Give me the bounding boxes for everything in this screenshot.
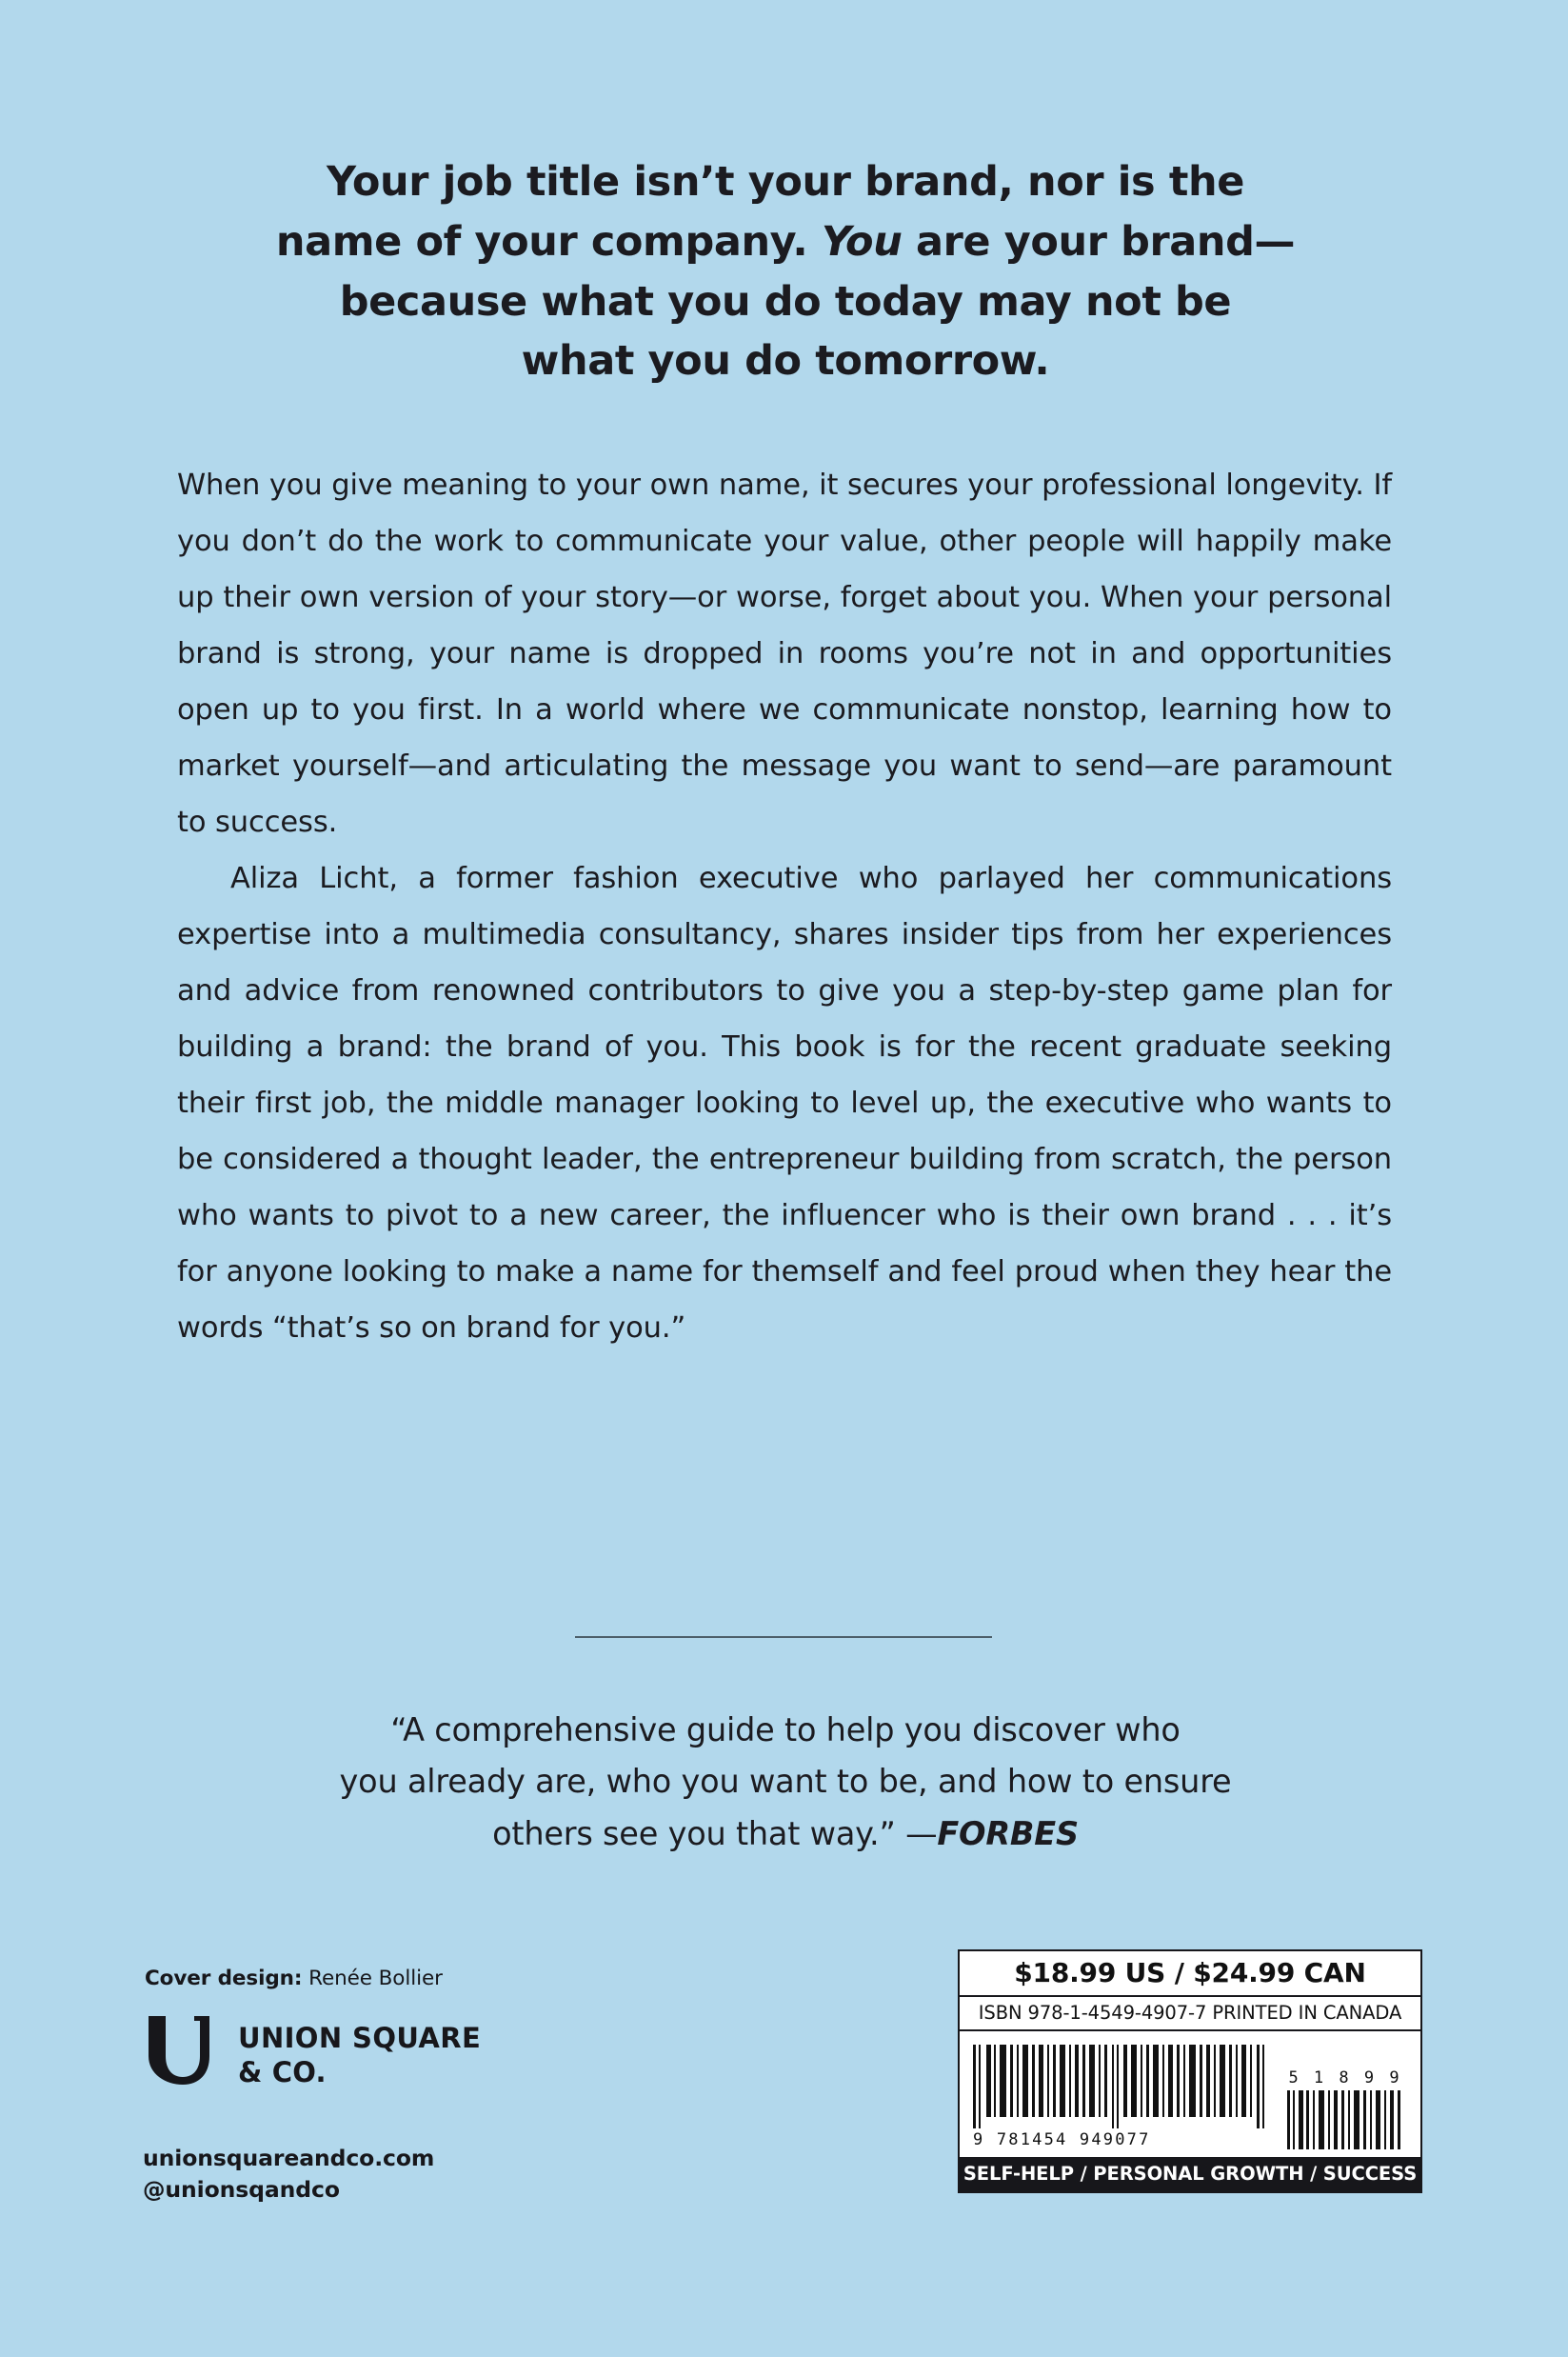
headline-line-1: Your job title isn’t your brand, nor is the xyxy=(327,158,1244,206)
ean13-digits: 9 781454 949077 xyxy=(973,2130,1151,2149)
description-paragraph-2: Aliza Licht, a former fashion executive who parlayed her communications expertise into a multimedia consultancy, shares insider tips from her experiences and advice from renowned contributors to give you a step-by-step game plan for building a brand: the brand of you. This book is for the recent graduate seeking their first job, the middle manager looking to level up, the executive who wants to be considered a thought leader, the entrepreneur building from scratch, the person who wants to pivot to a new career, the influencer who is their own brand . . . it’s for anyone looking to make a name for themself and feel proud when they hear the words “that’s so on brand for you.” xyxy=(177,862,1392,1346)
ean13-barcode xyxy=(971,2045,1272,2149)
barcode-panel xyxy=(958,1949,1422,2193)
pullquote-source: FORBES xyxy=(937,1814,1079,1852)
cover-design-name: Renée Bollier xyxy=(302,1967,443,1990)
headline-line-4: what you do tomorrow. xyxy=(521,337,1050,386)
publisher-name-line-1: UNION SQUARE xyxy=(238,2022,482,2054)
cover-design-label: Cover design: xyxy=(145,1967,303,1990)
headline-emphasis-you: You xyxy=(821,217,903,266)
description-text xyxy=(177,457,1392,1356)
ean5-addon-barcode xyxy=(1285,2068,1405,2149)
pullquote-line-3 xyxy=(190,1808,1380,1860)
publisher-social-handle[interactable]: @unionsqandco xyxy=(143,2176,340,2204)
publisher-links xyxy=(143,2143,434,2207)
pullquote-line-3-text: others see you that way.” — xyxy=(492,1814,938,1852)
publisher-logo xyxy=(141,2014,481,2090)
publisher-website-link[interactable]: unionsquareandco.com xyxy=(143,2145,435,2171)
ean5-digits: 5 1 8 9 9 xyxy=(1288,2068,1402,2087)
cover-design-credit xyxy=(145,1967,443,1990)
pullquote-line-2: you already are, who you want to be, and how to ensure xyxy=(339,1763,1232,1801)
headline-line-2-pre: name of your company. xyxy=(275,217,822,266)
headline-line-3: because what you do today may not be xyxy=(339,277,1232,326)
headline-line-2-post: are your brand— xyxy=(902,217,1296,266)
union-square-u-icon xyxy=(141,2014,221,2088)
cover-headline xyxy=(176,152,1395,391)
review-pullquote xyxy=(190,1705,1380,1860)
publisher-name xyxy=(238,2014,481,2090)
headline-line-2 xyxy=(176,212,1395,272)
isbn-label: ISBN 978-1-4549-4907-7 PRINTED IN CANADA xyxy=(960,1997,1420,2031)
section-divider xyxy=(575,1636,992,1638)
publisher-name-line-2: & CO. xyxy=(238,2056,327,2089)
pullquote-line-1: “A comprehensive guide to help you discover who xyxy=(390,1711,1181,1748)
price-label: $18.99 US / $24.99 CAN xyxy=(960,1951,1420,1997)
barcode-bars-row xyxy=(960,2031,1420,2153)
description-paragraph-1: When you give meaning to your own name, it secures your professional longevity. If you don’t do the work to communicate your value, other people will happily make up their own version of your story—or worse, forget about you. When your personal brand is strong, your name is dropped in rooms you’re not in and opportunities open up to you first. In a world where we communicate nonstop, learning how to market yourself—and articulating the message you want to send—are paramount to success. xyxy=(177,469,1392,840)
category-bar: SELF-HELP / PERSONAL GROWTH / SUCCESS xyxy=(960,2157,1420,2191)
